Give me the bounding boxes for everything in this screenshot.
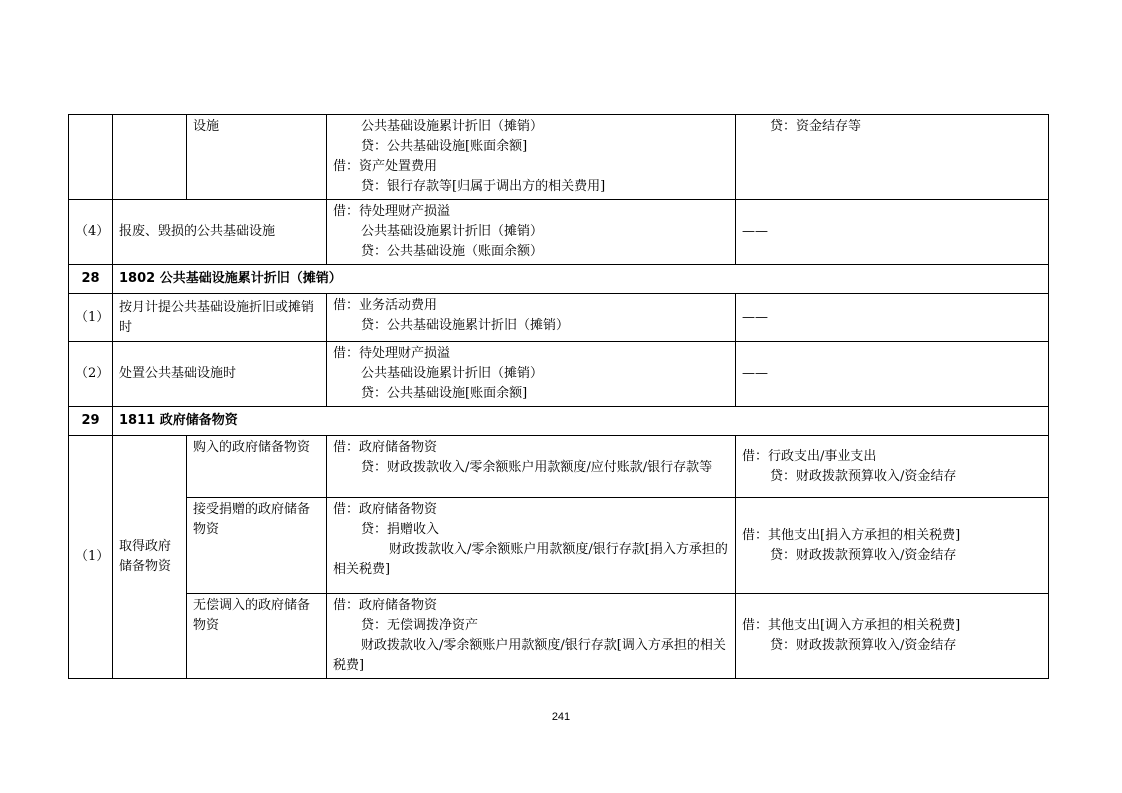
cell-budget-entry: 借：行政支出/事业支出 贷：财政拨款预算收入/资金结存	[736, 436, 1049, 498]
cell-financial-entry: 借：待处理财产损溢 公共基础设施累计折旧（摊销） 贷：公共基础设施[账面余额]	[327, 342, 736, 407]
section-number: 29	[69, 407, 113, 436]
cell-budget-entry: ——	[736, 294, 1049, 342]
cell-subitem: 购入的政府储备物资	[187, 436, 327, 498]
cell-number: （1）	[69, 436, 113, 679]
cell-item: 设施	[187, 115, 327, 200]
section-header-row	[69, 407, 1049, 436]
section-header-row	[69, 265, 1049, 294]
cell-financial-entry: 借：政府储备物资 贷：财政拨款收入/零余额账户用款额度/应付账款/银行存款等	[327, 436, 736, 498]
cell-budget-entry: 借：其他支出[捐入方承担的相关税费] 贷：财政拨款预算收入/资金结存	[736, 498, 1049, 594]
cell-item: 按月计提公共基础设施折旧或摊销时	[113, 294, 327, 342]
section-title: 1811 政府储备物资	[113, 407, 1049, 436]
table-row	[69, 594, 1049, 679]
cell-financial-entry: 公共基础设施累计折旧（摊销） 贷：公共基础设施[账面余额] 借：资产处置费用 贷：银行存款等[归属于调出方的相关费用]	[327, 115, 736, 200]
cell-budget-entry: 借：其他支出[调入方承担的相关税费] 贷：财政拨款预算收入/资金结存	[736, 594, 1049, 679]
cell-budget-entry: ——	[736, 200, 1049, 265]
cell-number: （2）	[69, 342, 113, 407]
cell-financial-entry: 借：业务活动费用 贷：公共基础设施累计折旧（摊销）	[327, 294, 736, 342]
cell-budget-entry: 贷：资金结存等	[736, 115, 1049, 200]
cell-financial-entry: 借：待处理财产损溢 公共基础设施累计折旧（摊销） 贷：公共基础设施（账面余额）	[327, 200, 736, 265]
cell-financial-entry: 借：政府储备物资 贷：无偿调拨净资产 财政拨款收入/零余额账户用款额度/银行存款[调入方承担的相关税费]	[327, 594, 736, 679]
cell-category: 取得政府储备物资	[113, 436, 187, 679]
table-row	[69, 342, 1049, 407]
cell-budget-entry: ——	[736, 342, 1049, 407]
cell-subitem: 无偿调入的政府储备物资	[187, 594, 327, 679]
table-row	[69, 498, 1049, 594]
table-row	[69, 294, 1049, 342]
cell-subitem: 接受捐赠的政府储备物资	[187, 498, 327, 594]
cell-item: 报废、毁损的公共基础设施	[113, 200, 327, 265]
section-number: 28	[69, 265, 113, 294]
cell-empty	[113, 115, 187, 200]
section-title: 1802 公共基础设施累计折旧（摊销）	[113, 265, 1049, 294]
table-row	[69, 115, 1049, 200]
cell-number: （4）	[69, 200, 113, 265]
table-row	[69, 436, 1049, 498]
cell-number: （1）	[69, 294, 113, 342]
page-number: 241	[551, 711, 571, 723]
table-row	[69, 200, 1049, 265]
accounting-table	[68, 114, 1049, 679]
cell-item: 处置公共基础设施时	[113, 342, 327, 407]
cell-empty	[69, 115, 113, 200]
cell-financial-entry: 借：政府储备物资 贷：捐赠收入 财政拨款收入/零余额账户用款额度/银行存款[捐入方承担的相关税费]	[327, 498, 736, 594]
